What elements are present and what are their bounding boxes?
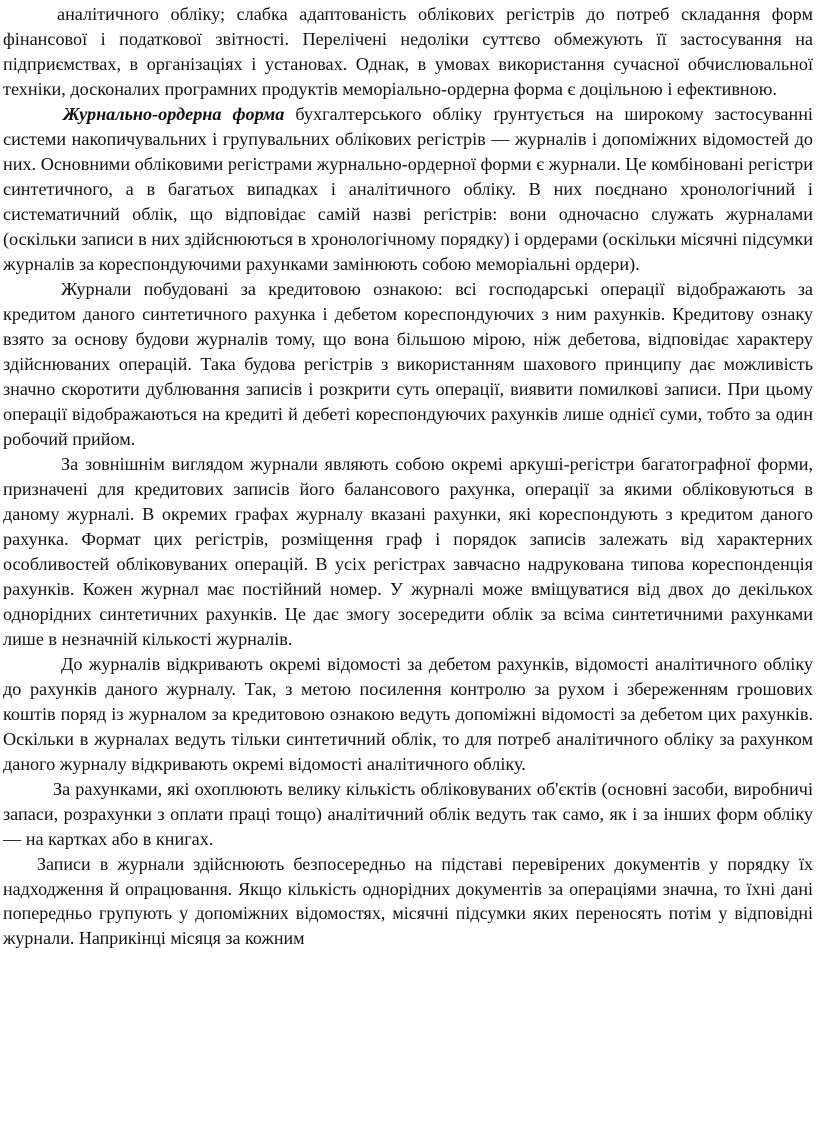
paragraph-2-text: бухгалтерського обліку ґрунтується на широкому застосуванні системи накопичувальних і групувальних облікових регістрів — журналів і допоміжних відомостей до них. Основними обліковими регістрами журнально-ордерної форми є журнали. Це комбіновані регістри синтетичного, а в багатьох випадках і аналітичного обліку. В них поєднано хронологічний і систематичний облік, що відповідає самій назві регістрів: вони одночасно служать журналами (оскільки записи в них здійснюються в хронологічному порядку) і ордерами (оскільки місячні підсумки журналів за кореспондуючими рахунками замінюють собою меморіальні ордери). <box>3 104 813 274</box>
paragraph-2 <box>3 102 813 277</box>
paragraph-7-text: Записи в журнали здійснюють безпосередньо на підставі перевірених документів у порядку їх надходження й опрацювання. Якщо кількість однорідних документів за операціями значна, то їхні дані попередньо групують у допоміжних відомостях, місячні підсумки яких переносять потім у відповідні журнали. Наприкінці місяця за кожним <box>3 854 813 948</box>
paragraph-5 <box>3 652 813 777</box>
paragraph-4-text: За зовнішнім виглядом журнали являють собою окремі аркуші-регістри багатографної форми, призначені для кредитових записів його балансового рахунка, операції за якими обліковуються в даному журналі. В окремих графах журналу вказані рахунки, які кореспондують з кредитом даного рахунка. Формат цих регістрів, розміщення граф і порядок записів залежать від характерних особливостей обліковуваних операцій. В усіх регістрах завчасно надрукована типова кореспонденція рахунків. Кожен журнал має постійний номер. У журналі може вміщуватися від двох до декількох однорідних синтетичних рахунків. Це дає змогу зосередити облік за всіма синтетичними рахунками лише в незначній кількості журналів. <box>3 454 813 649</box>
paragraph-5-text: До журналів відкривають окремі відомості за дебетом рахунків, відомості аналітичного обліку до рахунків даного журналу. Так, з метою посилення контролю за рухом і збереженням грошових коштів поряд із журналом за кредитовою ознакою ведуть допоміжні відомості за дебетом цих рахунків. Оскільки в журналах ведуть тільки синтетичний облік, то для потреб аналітичного обліку за рахунком даного журналу відкривають окремі відомості аналітичного обліку. <box>3 654 813 774</box>
paragraph-4 <box>3 452 813 652</box>
term-journal-order-form: Журнально-ордерна форма <box>63 104 285 124</box>
paragraph-7 <box>3 852 813 950</box>
paragraph-6 <box>3 777 813 852</box>
paragraph-3-text: Журнали побудовані за кредитовою ознакою: всі господарські операції відображають за кредитом даного синтетичного рахунка і дебетом кореспондуючих з ним рахунків. Кредитову ознаку взято за основу будови журналів тому, що вона більшою мірою, ніж дебетова, відповідає характеру здійснюваних операцій. Така будова регістрів з використанням шахового принципу дає можливість значно скоротити дублювання записів і розкрити суть операції, виявити помилкові записи. При цьому операції відображаються на кредиті й дебеті кореспондуючих рахунків лише однієї суми, тобто за один робочий прийом. <box>3 279 813 449</box>
paragraph-1-text: аналітичного обліку; слабка адаптованість облікових регістрів до потреб складання форм фінансової і податкової звітності. Перелічені недоліки суттєво обмежують її застосування на підприємствах, в організаціях і установах. Однак, в умовах використання сучасної обчислювальної техніки, досконалих програмних продуктів меморіально-ордерна форма є доцільною і ефективною. <box>3 4 813 99</box>
paragraph-6-text: За рахунками, які охоплюють велику кількість обліковуваних об'єктів (основні засоби, виробничі запаси, розрахунки з оплати праці тощо) аналітичний облік ведуть так само, як і за інших форм обліку — на картках або в книгах. <box>3 779 813 849</box>
paragraph-1 <box>3 2 813 102</box>
paragraph-3 <box>3 277 813 452</box>
